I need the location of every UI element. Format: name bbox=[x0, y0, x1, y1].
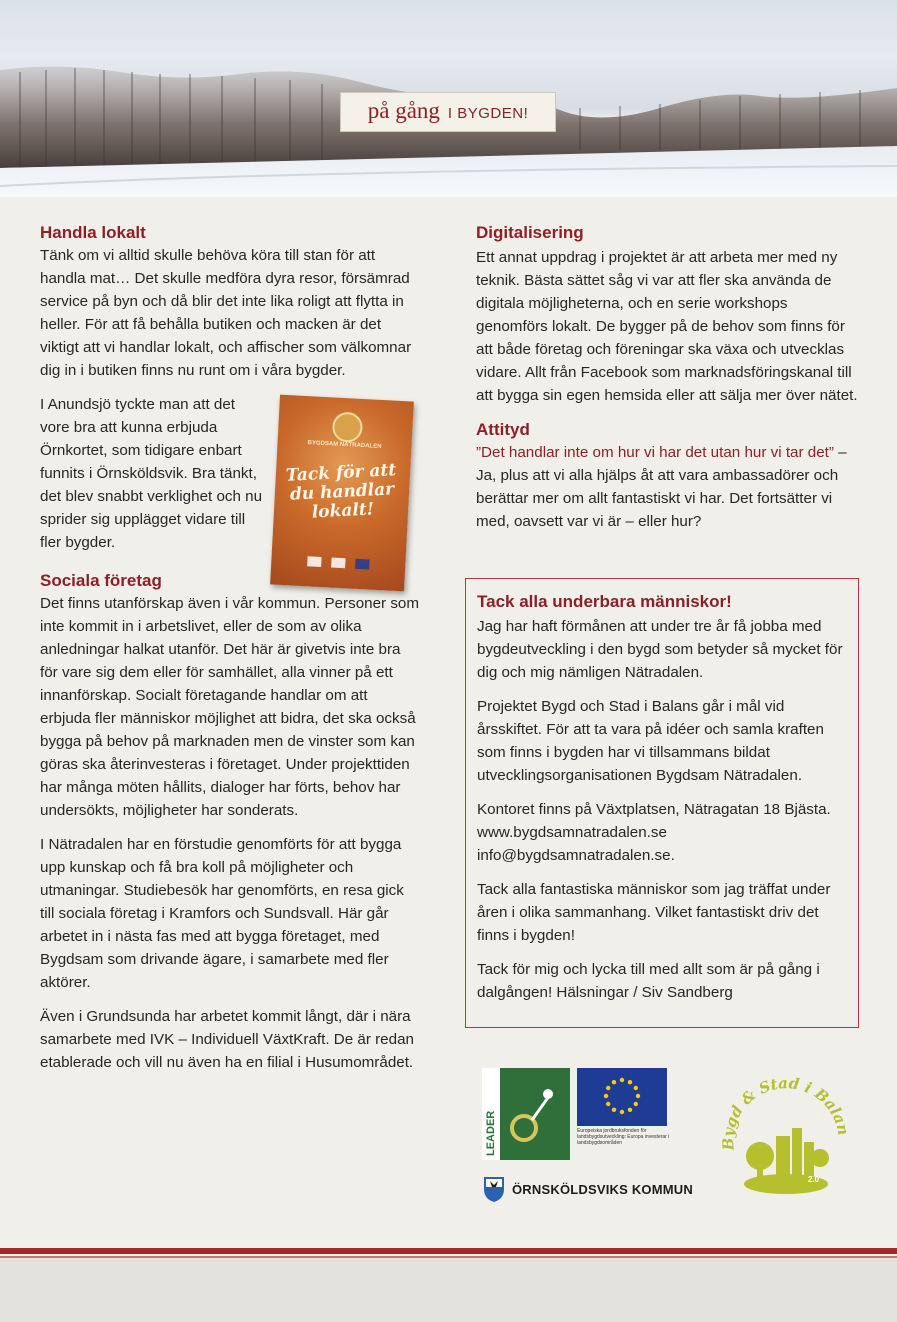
paragraph-tack-4: Tack alla fantastiska människor som jag träffat under åren i olika sammanhang. Vilket fantastiskt driv det finns i bygden! bbox=[477, 881, 831, 944]
heading-handla-lokalt: Handla lokalt bbox=[40, 223, 146, 242]
heading-sociala-foretag: Sociala företag bbox=[40, 571, 162, 590]
right-column bbox=[476, 222, 860, 544]
eu-flag-icon bbox=[577, 1068, 667, 1126]
eu-mini-icon bbox=[355, 559, 370, 570]
bygd-stad-logo-text: Bygd & Stad i Balan bbox=[718, 1074, 853, 1151]
bygd-stad-version: 2.0 bbox=[808, 1175, 820, 1184]
thanks-box bbox=[465, 578, 859, 1028]
header-banner bbox=[0, 0, 897, 197]
attityd-text: – Ja, plus att vi alla hjälps åt att vara ambassadörer och berättar mer om allt fantastiskt vi har. Det fortsätter vi med, oavsett var vi är – eller hur? bbox=[476, 444, 847, 530]
paragraph-sociala-3: Även i Grundsunda har arbetet kommit långt, där i nära samarbete med IVK – Individuell VäxtKraft. De är redan etablerade och vill nu även ha en filial i Husumområdet. bbox=[40, 1008, 414, 1071]
section-title-sub: I BYGDEN! bbox=[447, 105, 529, 122]
section-title bbox=[340, 92, 556, 132]
bygd-stad-balans-logo bbox=[716, 1072, 856, 1212]
paragraph-tack-5: Tack för mig och lycka till med allt som är på gång i dalgången! Hälsningar / Siv Sandberg bbox=[477, 961, 820, 1001]
section-title-main: på gång bbox=[367, 98, 440, 123]
kommun-logo bbox=[482, 1175, 693, 1203]
heading-attityd: Attityd bbox=[476, 420, 530, 439]
attityd-quote: ”Det handlar inte om hur vi har det utan hur vi tar det” bbox=[476, 444, 834, 461]
heading-digitalisering: Digitalisering bbox=[476, 223, 584, 242]
campaign-poster-image bbox=[270, 395, 414, 592]
footer-band bbox=[0, 1258, 897, 1322]
paragraph-tack-3: Kontoret finns på Växtplatsen, Nätragatan 18 Bjästa. www.bygdsamnatradalen.se info@bygdsamnatradalen.se. bbox=[477, 801, 831, 864]
kommun-shield-icon bbox=[482, 1175, 506, 1203]
left-column bbox=[40, 222, 420, 1085]
leader-mini-icon bbox=[307, 556, 322, 567]
kommun-name: ÖRNSKÖLDSVIKS KOMMUN bbox=[512, 1181, 693, 1197]
paragraph-handla-2: I Anundsjö tyckte man att det vore bra att kunna erbjuda Örnkortet, som tidigare enbart funnits i Örnsköldsvik. Bra tänkt, det blev snabbt verklighet och nu sprider sig upplägget vidare till fler bygder. bbox=[40, 396, 263, 551]
leader-logo-text: LEADER bbox=[485, 1110, 497, 1156]
paragraph-tack-1: Jag har haft förmånen att under tre år få jobba med bygdeutveckling i den bygd som betyder så mycket för dig och mig nämligen Nätradalen. bbox=[477, 618, 843, 681]
paragraph-tack-2: Projektet Bygd och Stad i Balans går i mål vid årsskiftet. För att ta vara på idéer och samla kraften som finns i bygden har vi tillsammans bildat utvecklingsorganisationen Bygdsam Nätradalen. bbox=[477, 698, 824, 784]
poster-text: Tack för att du handlar lokalt! bbox=[285, 460, 397, 523]
paragraph-digitalisering: Ett annat uppdrag i projektet är att arbeta mer med ny teknik. Bästa sättet såg vi var att fler ska använda de digitala möjligheterna, och en serie workshops genomförs lokalt. De bygger på de behov som finns för att både företag och föreningar ska växa och utvecklas vidare. Allt från Facebook som marknadsföringskanal till att bygga sin egen hemsida eller att sälja mer över nätet. bbox=[476, 249, 858, 404]
paragraph-attityd bbox=[476, 441, 860, 533]
kommun-mini-icon bbox=[331, 558, 346, 569]
footer-rule bbox=[0, 1248, 897, 1254]
paragraph-handla-1: Tänk om vi alltid skulle behöva köra till stan för att handla mat… Det skulle medföra dyra resor, försämrad service på byn och då blir det inte lika roligt att flytta in heller. För att få behålla butiken och macken är det viktigt att vi handlar lokalt, och affischer som välkomnar dig in i butiken finns nu runt om i våra bygder. bbox=[40, 247, 412, 379]
heading-tack: Tack alla underbara människor! bbox=[477, 592, 732, 611]
bygdsam-logo-icon bbox=[332, 411, 364, 443]
leader-logo bbox=[482, 1068, 570, 1160]
paragraph-sociala-1: Det finns utanförskap även i vår kommun. Personer som inte kommit in i arbetslivet, eller de som av olika anledningar halkat utanför. Det här är givetvis inte bra för vare sig dem eller för samhället, alla vinner på ett innanförskap. Socialt företagande handlar om att erbjuda fler människor möjlighet att bidra, det ska också bygga på behov på marknaden men de vinster som kan göras ska återinvesteras i företaget. Under projekttiden har många möten hållits, dialoger har förts, behov har undersökts, möjligheter har sonderats. bbox=[40, 595, 420, 819]
eu-caption: Europeiska jordbruksfonden för landsbygdsutveckling: Europa investerar i landsbygdsområden bbox=[577, 1128, 670, 1146]
poster-brand: BYGDSAM NÄTRADALEN bbox=[307, 440, 382, 450]
paragraph-sociala-2: I Nätradalen har en förstudie genomförts för att bygga upp kunskap och få bra koll på möjligheter och utmaningar. Studiebesök har genomförts, en resa gick till sociala företag i Kramfors och Sundsvall. Här går arbetet in i nästa fas med att bygga företaget, med Bygdsam som drivande ägare, i samarbete med fler aktörer. bbox=[40, 836, 404, 991]
poster-logos bbox=[307, 556, 369, 569]
